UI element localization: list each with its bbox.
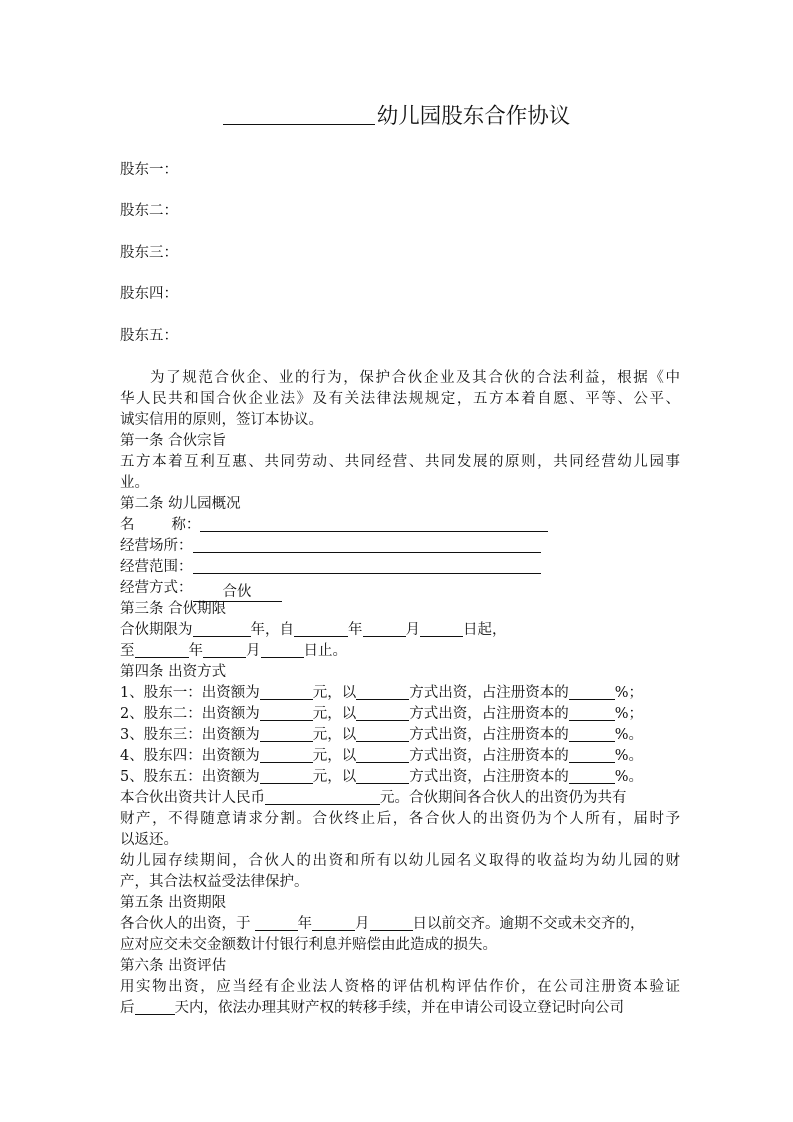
amount-field-2[interactable] — [260, 704, 313, 721]
contribution-row-4: 4、股东四：出资额为 元，以 方式出资，占注册资本的 %。 — [120, 748, 644, 764]
shareholder-2: 股东二： — [120, 203, 178, 219]
contribution-row-1: 1、股东一：出资额为 元，以 方式出资，占注册资本的 %； — [120, 685, 644, 701]
intro-line-3: 诚实信用的原则，签订本协议。 — [120, 412, 323, 428]
amount-field-3[interactable] — [260, 725, 313, 742]
deadline-day-field[interactable] — [370, 914, 413, 931]
article-1-heading: 第一条 合伙宗旨 — [120, 433, 227, 449]
transfer-days-field[interactable] — [135, 998, 175, 1015]
article-4-line-4: 幼儿园存续期间，合伙人的出资和所有以幼儿园名义取得的收益均为幼儿园的财 — [120, 853, 680, 869]
article-4-line-3: 以返还。 — [120, 832, 178, 848]
percent-field-1[interactable] — [569, 683, 615, 700]
method-field-3[interactable] — [356, 725, 409, 742]
end-month-field[interactable] — [203, 641, 246, 658]
percent-field-3[interactable] — [569, 725, 615, 742]
article-4-line-2: 财产，不得随意请求分割。合伙终止后，各合伙人的出资仍为个人所有，届时予 — [120, 811, 680, 827]
article-1-line-2: 业。 — [120, 475, 149, 491]
total-row: 本合伙出资共计人民币 元。合伙期间各合伙人的出资仍为共有 — [120, 790, 627, 806]
shareholder-5: 股东五： — [120, 328, 178, 344]
article-5-line-2: 应对应交未交金额数计付银行利息并赔偿由此造成的损失。 — [120, 937, 497, 953]
contribution-row-2: 2、股东二：出资额为 元，以 方式出资，占注册资本的 %； — [120, 706, 644, 722]
deadline-year-field[interactable] — [255, 914, 298, 931]
place-row: 经营场所： — [120, 536, 680, 556]
name-field[interactable] — [200, 515, 548, 532]
intro-line-2: 华人民共和国合伙企业法》及有关法律法规规定，五方本着自愿、平等、公平、 — [120, 391, 680, 407]
total-amount-field[interactable] — [265, 788, 380, 805]
mode-row: 经营方式： 合伙 — [120, 578, 680, 602]
start-year-field[interactable] — [294, 620, 348, 637]
shareholder-1: 股东一： — [120, 162, 178, 178]
end-day-field[interactable] — [261, 641, 304, 658]
intro-line-1: 为了规范合伙企、业的行为，保护合伙企业及其合伙的合法利益，根据《中 — [150, 370, 680, 386]
article-6-line-2: 后 天内，依法办理其财产权的转移手续，并在申请公司设立登记时向公司 — [120, 1000, 624, 1016]
amount-field-1[interactable] — [260, 683, 313, 700]
method-field-5[interactable] — [356, 767, 409, 784]
method-field-4[interactable] — [356, 746, 409, 763]
scope-row: 经营范围： — [120, 557, 680, 577]
end-year-field[interactable] — [135, 641, 189, 658]
percent-field-4[interactable] — [569, 746, 615, 763]
deadline-month-field[interactable] — [312, 914, 355, 931]
article-5-heading: 第五条 出资期限 — [120, 895, 227, 911]
start-day-field[interactable] — [420, 620, 463, 637]
article-3-heading: 第三条 合伙期限 — [120, 601, 227, 617]
article-6-line-1: 用实物出资，应当经有企业法人资格的评估机构评估作价，在公司注册资本验证 — [120, 979, 680, 995]
amount-field-4[interactable] — [260, 746, 313, 763]
term-row-1: 合伙期限为 年，自 年 月 日起， — [120, 622, 507, 638]
name-row: 名 称： — [120, 515, 680, 535]
article-4-heading: 第四条 出资方式 — [120, 664, 227, 680]
start-month-field[interactable] — [363, 620, 406, 637]
percent-field-5[interactable] — [569, 767, 615, 784]
shareholder-3: 股东三： — [120, 245, 178, 261]
place-field[interactable] — [193, 536, 541, 553]
method-field-1[interactable] — [356, 683, 409, 700]
scope-field[interactable] — [193, 557, 541, 574]
contribution-row-3: 3、股东三：出资额为 元，以 方式出资，占注册资本的 %。 — [120, 727, 644, 743]
shareholder-4: 股东四： — [120, 286, 178, 302]
title-blank[interactable] — [223, 100, 375, 125]
mode-field[interactable]: 合伙 — [193, 583, 282, 602]
deadline-row: 各合伙人的出资，于 年 月 日以前交齐。逾期不交或未交齐的， — [120, 916, 645, 932]
term-years-field[interactable] — [193, 620, 251, 637]
article-6-heading: 第六条 出资评估 — [120, 958, 227, 974]
method-field-2[interactable] — [356, 704, 409, 721]
document-title: 幼儿园股东合作协议 — [0, 100, 793, 134]
amount-field-5[interactable] — [260, 767, 313, 784]
article-1-line-1: 五方本着互利互惠、共同劳动、共同经营、共同发展的原则，共同经营幼儿园事 — [120, 454, 680, 470]
article-4-line-5: 产，其合法权益受法律保护。 — [120, 874, 309, 890]
article-2-heading: 第二条 幼儿园概况 — [120, 496, 241, 512]
percent-field-2[interactable] — [569, 704, 615, 721]
term-row-2: 至 年 月 日止。 — [120, 643, 347, 659]
contribution-row-5: 5、股东五：出资额为 元，以 方式出资，占注册资本的 %。 — [120, 769, 644, 785]
